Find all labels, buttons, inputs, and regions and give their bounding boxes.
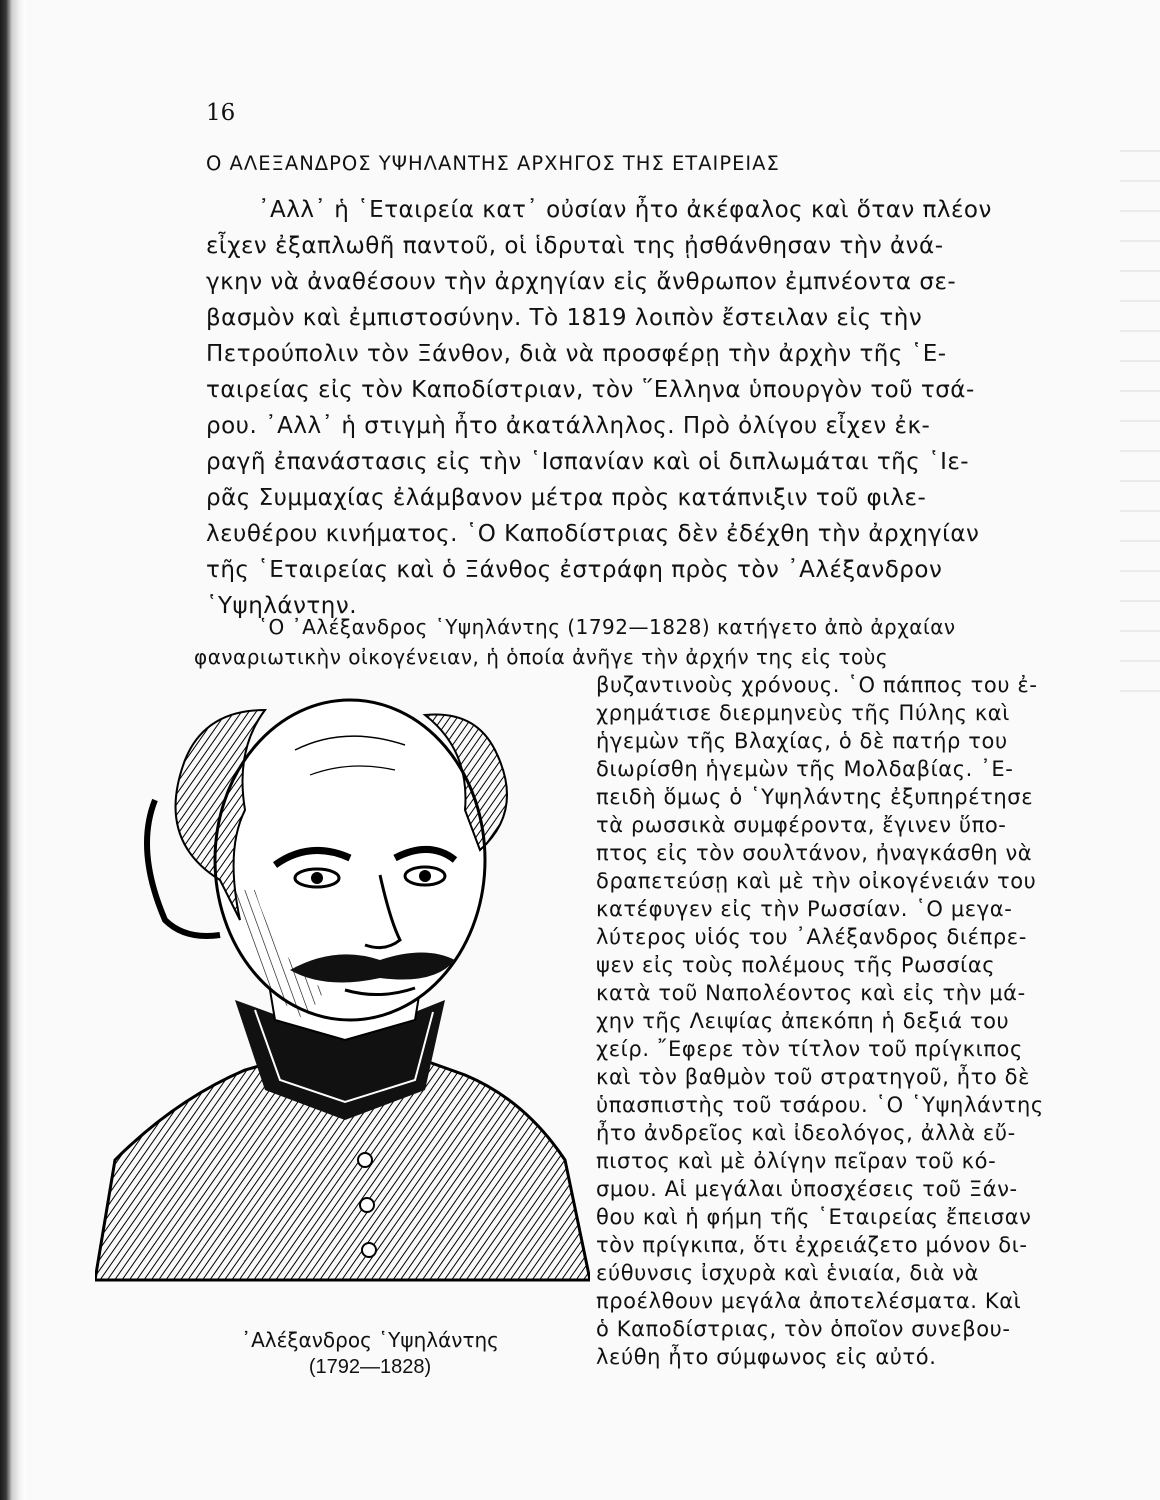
column-line: λεύθη ἦτο σύμφωνος εἰς αὐτό. (596, 1345, 937, 1369)
column-line: πιστος καὶ μὲ ὀλίγην πεῖραν τοῦ κό- (596, 1149, 997, 1173)
column-line: λύτερος υἱός του ᾿Αλέξανδρος διέπρε- (596, 925, 1027, 949)
column-line: ἦτο ἀνδρεῖος καὶ ἰδεολόγος, ἀλλὰ εὔ- (596, 1121, 1016, 1145)
column-line: διωρίσθη ἡγεμὼν τῆς Μολδαβίας. ᾿Ε- (596, 757, 1014, 781)
paragraph1-line: ῾Υψηλάντην. (206, 593, 358, 619)
column-line: τὰ ρωσσικὰ συμφέροντα, ἔγινεν ὕπο- (596, 813, 1007, 837)
column-line: βυζαντινοὺς χρόνους. ῾Ο πάππος του ἐ- (596, 673, 1038, 697)
column-line: κατὰ τοῦ Ναπολέοντος καὶ εἰς τὴν μά- (596, 981, 1026, 1005)
portrait-caption-name: ᾿Αλέξανδρος ῾Υψηλάντης (241, 1328, 499, 1352)
paragraph1-line: βασμὸν καὶ ἐμπιστοσύνην. Τὸ 1819 λοιπὸν ἔστειλαν εἰς τὴν (206, 305, 923, 331)
scan-page-edge (0, 0, 26, 1500)
paragraph1-line: εἶχεν ἐξαπλωθῆ παντοῦ, οἱ ἱδρυταὶ της ᾐσθάνθησαν τὴν ἀνά- (206, 233, 944, 259)
column-line: χην τῆς Λειψίας ἀπεκόπη ἡ δεξιά του (596, 1009, 1010, 1033)
column-line: πτος εἰς τὸν σουλτάνον, ἠναγκάσθη νὰ (596, 841, 1033, 865)
portrait-engraving (95, 690, 590, 1300)
column-line: δραπετεύσῃ καὶ μὲ τὴν οἰκογένειάν του (596, 869, 1037, 893)
paragraph1-line: ᾿Αλλ᾿ ἡ ῾Εταιρεία κατ᾿ οὐσίαν ἦτο ἀκέφαλος καὶ ὅταν πλέον (258, 197, 992, 223)
column-line: προέλθουν μεγάλα ἀποτελέσματα. Καὶ (596, 1289, 1022, 1313)
paragraph1-line: ρου. ᾿Αλλ᾿ ἡ στιγμὴ ἦτο ἀκατάλληλος. Πρὸ ὀλίγου εἶχεν ἐκ- (206, 413, 931, 439)
column-line: χρημάτισε διερμηνεὺς τῆς Πύλης καὶ (596, 701, 1010, 725)
column-line: ἡγεμὼν τῆς Βλαχίας, ὁ δὲ πατήρ του (596, 729, 1008, 753)
paragraph1-line: ραγῆ ἐπανάστασις εἰς τὴν ῾Ισπανίαν καὶ οἱ διπλωμάται τῆς ῾Ιε- (206, 449, 970, 475)
paragraph1-line: ταιρείας εἰς τὸν Καποδίστριαν, τὸν ῞Ελληνα ὑπουργὸν τοῦ τσά- (206, 377, 975, 403)
column-line: θου καὶ ἡ φήμη τῆς ῾Εταιρείας ἔπεισαν (596, 1205, 1032, 1229)
portrait-caption-years: (1792—1828) (308, 1356, 432, 1378)
page-number: 16 (206, 100, 236, 126)
chapter-heading: Ο ΑΛΕΞΑΝΔΡΟΣ ΥΨΗΛΑΝΤΗΣ ΑΡΧΗΓΟΣ ΤΗΣ ΕΤΑΙΡΕΙΑΣ (206, 152, 780, 175)
column-line: ψεν εἰς τοὺς πολέμους τῆς Ρωσσίας (596, 953, 996, 977)
column-line: εύθυνσις ἰσχυρὰ καὶ ἑνιαία, διὰ νὰ (596, 1261, 979, 1285)
paragraph2-line: φαναριωτικὴν οἰκογένειαν, ἡ ὁποία ἀνῆγε τὴν ἀρχήν της εἰς τοὺς (194, 645, 889, 669)
paragraph1-line: Πετρούπολιν τὸν Ξάνθον, διὰ νὰ προσφέρῃ τὴν ἀρχὴν τῆς ῾Ε- (206, 341, 947, 367)
column-line: καὶ τὸν βαθμὸν τοῦ στρατηγοῦ, ἦτο δὲ (596, 1065, 1031, 1089)
column-line: πειδὴ ὅμως ὁ ῾Υψηλάντης ἐξυπηρέτησε (596, 785, 1034, 809)
paragraph1-line: τῆς ῾Εταιρείας καὶ ὁ Ξάνθος ἐστράφη πρὸς τὸν ᾿Αλέξανδρον (206, 557, 943, 583)
column-line: τὸν πρίγκιπα, ὅτι ἐχρειάζετο μόνον δι- (596, 1233, 1028, 1257)
column-line: ὑπασπιστὴς τοῦ τσάρου. ῾Ο ῾Υψηλάντης (596, 1093, 1044, 1117)
paragraph1-line: γκην νὰ ἀναθέσουν τὴν ἀρχηγίαν εἰς ἄνθρωπον ἐμπνέοντα σε- (206, 269, 957, 295)
column-line: σμου. Αἱ μεγάλαι ὑποσχέσεις τοῦ Ξάν- (596, 1177, 1018, 1201)
paragraph1-line: λευθέρου κινήματος. ῾Ο Καποδίστριας δὲν ἐδέχθη τὴν ἀρχηγίαν (206, 521, 980, 547)
bleed-through-text (1120, 150, 1160, 710)
paragraph2-line: ῾Ο ᾿Αλέξανδρος ῾Υψηλάντης (1792—1828) κατήγετο ἀπὸ ἀρχαίαν (258, 615, 956, 639)
column-line: ὁ Καποδίστριας, τὸν ὁποῖον συνεβου- (596, 1317, 1011, 1341)
column-line: κατέφυγεν εἰς τὴν Ρωσσίαν. ῾Ο μεγα- (596, 897, 1013, 921)
paragraph1-line: ρᾶς Συμμαχίας ἐλάμβανον μέτρα πρὸς κατάπνιξιν τοῦ φιλε- (206, 485, 927, 511)
column-line: χείρ. ῎Εφερε τὸν τίτλον τοῦ πρίγκιπος (596, 1037, 1023, 1061)
